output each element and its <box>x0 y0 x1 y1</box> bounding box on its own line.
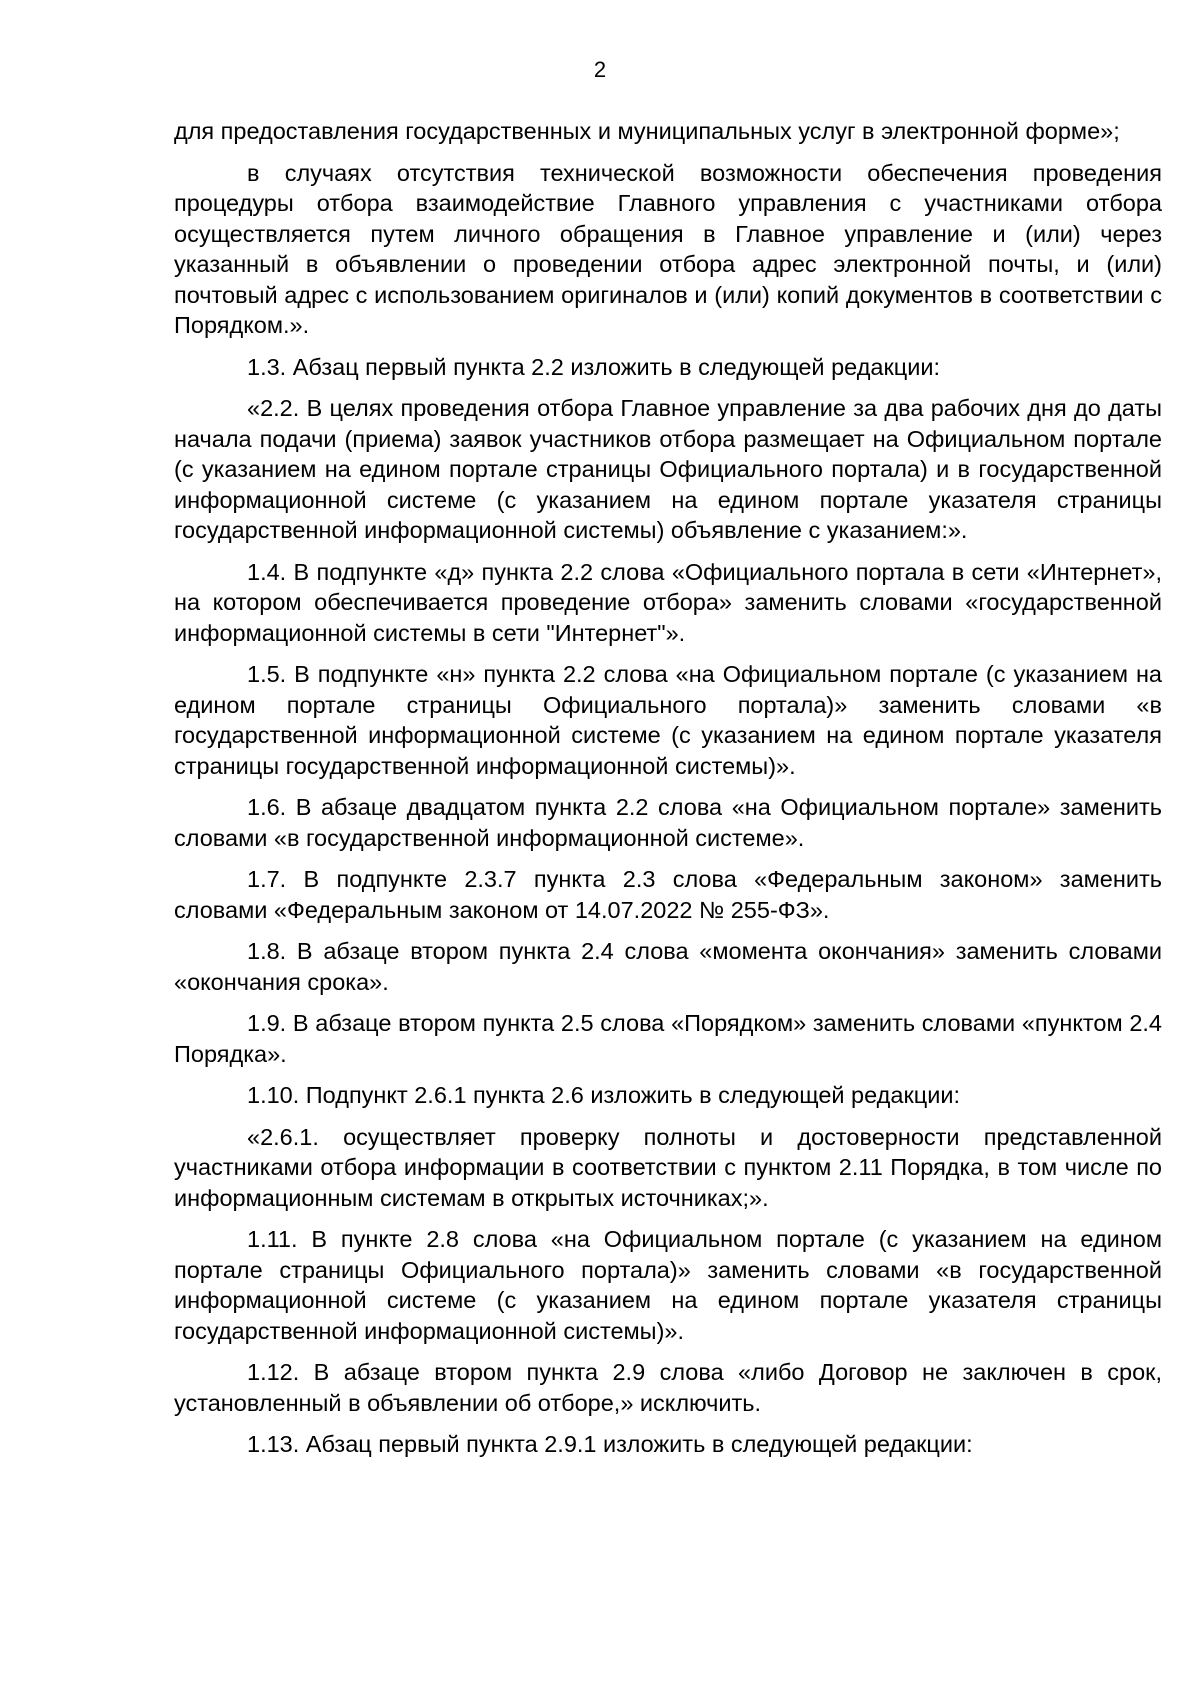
paragraph-6: 1.5. В подпункте «н» пункта 2.2 слова «на Официальном портале (с указанием на едином портале страницы Официального портала)» заменить словами «в государственной информационной системе (с указанием на едином портале указателя страницы государственной информационной системы)». <box>174 661 1162 779</box>
paragraph-12: «2.6.1. осуществляет проверку полноты и достоверности представленной участниками отбора информации в соответствии с пунктом 2.11 Порядка, в том числе по информационным системам в открытых источниках;». <box>174 1123 1162 1211</box>
paragraph-9: 1.8. В абзаце втором пункта 2.4 слова «момента окончания» заменить словами «окончания срока». <box>174 938 1162 995</box>
page-number: 2 <box>593 57 607 82</box>
paragraph-5: 1.4. В подпункте «д» пункта 2.2 слова «Официального портала в сети «Интернет», на котором обеспечивается проведение отбора» заменить словами «государственной информационной системы в сети "Интернет"». <box>174 558 1162 646</box>
paragraph-4: «2.2. В целях проведения отбора Главное управление за два рабочих дня до даты начала подачи (приема) заявок участников отбора размещает на Официальном портале (с указанием на едином портале страницы Официального портала) и в государственной информационной системе (с указанием на едином портале указателя страницы государственной информационной системы) объявление с указанием:». <box>174 395 1162 543</box>
paragraph-8: 1.7. В подпункте 2.3.7 пункта 2.3 слова «Федеральным законом» заменить словами «Федеральным законом от 14.07.2022 № 255-ФЗ». <box>174 866 1162 923</box>
paragraph-2: в случаях отсутствия технической возможности обеспечения проведения процедуры отбора взаимодействие Главного управления с участниками отбора осуществляется путем личного обращения в Главное управление и (или) через указанный в объявлении о проведении отбора адрес электронной почты, и (или) почтовый адрес с использованием оригиналов и (или) копий документов в соответствии с Порядком.». <box>174 159 1162 338</box>
paragraph-1: для предоставления государственных и муниципальных услуг в электронной форме»; <box>174 118 1120 144</box>
paragraph-3: 1.3. Абзац первый пункта 2.2 изложить в следующей редакции: <box>247 353 941 380</box>
paragraph-13: 1.11. В пункте 2.8 слова «на Официальном портале (с указанием на едином портале страницы Официального портала)» заменить словами «в государственной информационной системе (с указанием на едином портале указателя страницы государственной информационной системы)». <box>174 1226 1162 1344</box>
paragraph-11: 1.10. Подпункт 2.6.1 пункта 2.6 изложить в следующей редакции: <box>247 1082 960 1108</box>
paragraph-14: 1.12. В абзаце втором пункта 2.9 слова «либо Договор не заключен в срок, установленный в объявлении об отборе,» исключить. <box>174 1359 1162 1416</box>
paragraph-7: 1.6. В абзаце двадцатом пункта 2.2 слова «на Официальном портале» заменить словами «в государственной информационной системе». <box>174 794 1162 851</box>
document-body <box>174 116 1162 1471</box>
paragraph-10: 1.9. В абзаце втором пункта 2.5 слова «Порядком» заменить словами «пунктом 2.4 Порядка». <box>174 1010 1162 1067</box>
paragraph-15: 1.13. Абзац первый пункта 2.9.1 изложить в следующей редакции: <box>247 1431 973 1457</box>
